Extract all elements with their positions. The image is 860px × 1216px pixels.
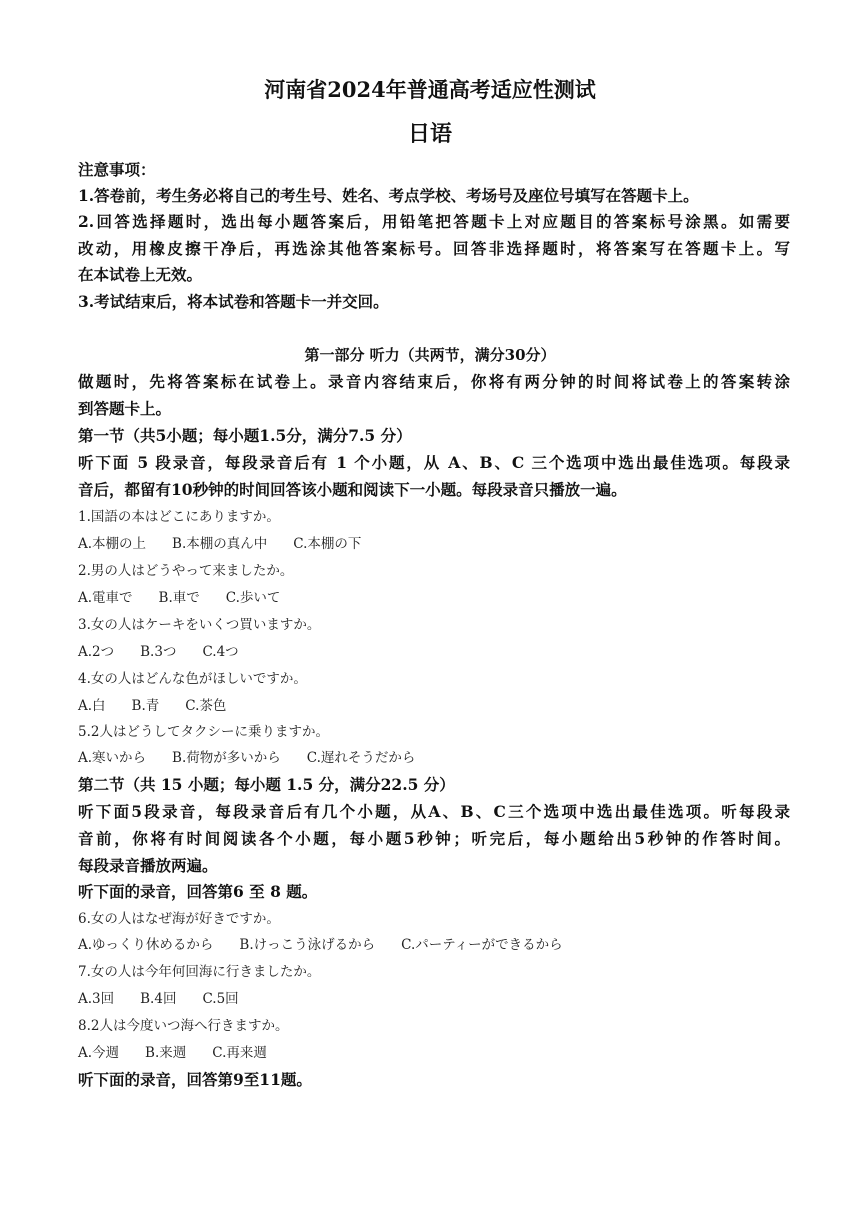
section2-instruction-line: 每段录音播放两遍。: [78, 856, 218, 875]
option-b: B.青: [131, 698, 160, 714]
notice-line: 3.考试结束后，将本试卷和答题卡一并交回。: [78, 292, 389, 311]
notice-line: 2.回答选择题时，选出每小题答案后，用铅笔把答题卡上对应题目的答案标号涂黑。如需要: [78, 212, 790, 231]
option-c: C.歩いて: [225, 590, 281, 606]
option-c: C.パーティーができるから: [401, 937, 563, 953]
option-a: A.本棚の上: [78, 536, 147, 552]
option-c: C.本棚の下: [293, 536, 362, 552]
answer-options: [78, 988, 790, 1010]
option-b: B.来週: [145, 1045, 187, 1061]
option-b: B.本棚の真ん中: [172, 536, 268, 552]
option-a: A.寒いから: [78, 750, 147, 766]
answer-options: [78, 641, 790, 663]
answer-options: [78, 533, 790, 555]
question-text: 6.女の人はなぜ海が好きですか。: [78, 911, 280, 927]
option-c: C.5回: [202, 991, 239, 1007]
question-text: 8.2人は今度いつ海へ行きますか。: [78, 1018, 289, 1034]
section2-instruction-line: 音前，你将有时间阅读各个小题，每小题5秒钟；听完后，每小题给出5秒钟的作答时间。: [78, 829, 790, 848]
section1-instruction-line: 音后，都留有10秒钟的时间回答该小题和阅读下一小题。每段录音只播放一遍。: [78, 480, 627, 499]
option-c: C.再来週: [212, 1045, 267, 1061]
answer-options: [78, 747, 790, 769]
question-text: 7.女の人は今年何回海に行きましたか。: [78, 964, 321, 980]
notice-line: 1.答卷前，考生务必将自己的考生号、姓名、考点学校、考场号及座位号填写在答题卡上。: [78, 186, 699, 205]
option-b: B.けっこう泳げるから: [239, 937, 376, 953]
option-b: B.3つ: [140, 644, 177, 660]
section2-instruction-line: 听下面5段录音，每段录音后有几个小题，从A、B、C三个选项中选出最佳选项。听每段录: [78, 802, 790, 821]
notice-line: 改动，用橡皮擦干净后，再选涂其他答案标号。回答非选择题时，将答案写在答题卡上。写: [78, 239, 790, 258]
subject-title: 日语: [407, 121, 452, 147]
section1-instruction-line: 听下面 5 段录音，每段录音后有 1 个小题，从 A、B、C 三个选项中选出最佳选项。每段录: [78, 453, 790, 472]
part1-heading: 第一部分 听力（共两节，满分30分）: [304, 346, 556, 364]
answer-options: [78, 587, 790, 609]
notice-heading: 注意事项：: [78, 160, 156, 179]
question-text: 4.女の人はどんな色がほしいですか。: [78, 671, 307, 687]
option-a: A.電車で: [78, 590, 133, 606]
option-c: C.茶色: [185, 698, 227, 714]
listening-group-heading: 听下面的录音，回答第9至11题。: [78, 1070, 312, 1089]
exam-title: 河南省2024年普通高考适应性测试: [264, 77, 596, 102]
listening-group-heading: 听下面的录音，回答第6 至 8 题。: [78, 882, 318, 901]
question-text: 5.2人はどうしてタクシーに乗りますか。: [78, 724, 329, 740]
option-a: A.白: [78, 698, 106, 714]
option-b: B.4回: [140, 991, 177, 1007]
option-b: B.荷物が多いから: [172, 750, 281, 766]
option-a: A.ゆっくり休めるから: [78, 937, 214, 953]
answer-options: [78, 695, 790, 717]
question-text: 1.国語の本はどこにありますか。: [78, 509, 280, 525]
answer-options: [78, 1042, 790, 1064]
notice-line: 在本试卷上无效。: [78, 265, 203, 284]
option-c: C.遅れそうだから: [306, 750, 416, 766]
option-b: B.車で: [158, 590, 200, 606]
option-a: A.2つ: [78, 644, 115, 660]
section1-heading: 第一节（共5小题；每小题1.5分，满分7.5 分）: [78, 426, 412, 445]
answer-options: [78, 934, 790, 956]
part1-intro-line: 做题时，先将答案标在试卷上。录音内容结束后，你将有两分钟的时间将试卷上的答案转涂: [78, 372, 790, 391]
option-a: A.今週: [78, 1045, 120, 1061]
question-text: 3.女の人はケーキをいくつ買いますか。: [78, 617, 321, 633]
section2-heading: 第二节（共 15 小题；每小题 1.5 分，满分22.5 分）: [78, 775, 455, 794]
question-text: 2.男の人はどうやって来ましたか。: [78, 563, 294, 579]
option-a: A.3回: [78, 991, 115, 1007]
part1-intro-line: 到答题卡上。: [78, 399, 172, 418]
option-c: C.4つ: [202, 644, 239, 660]
